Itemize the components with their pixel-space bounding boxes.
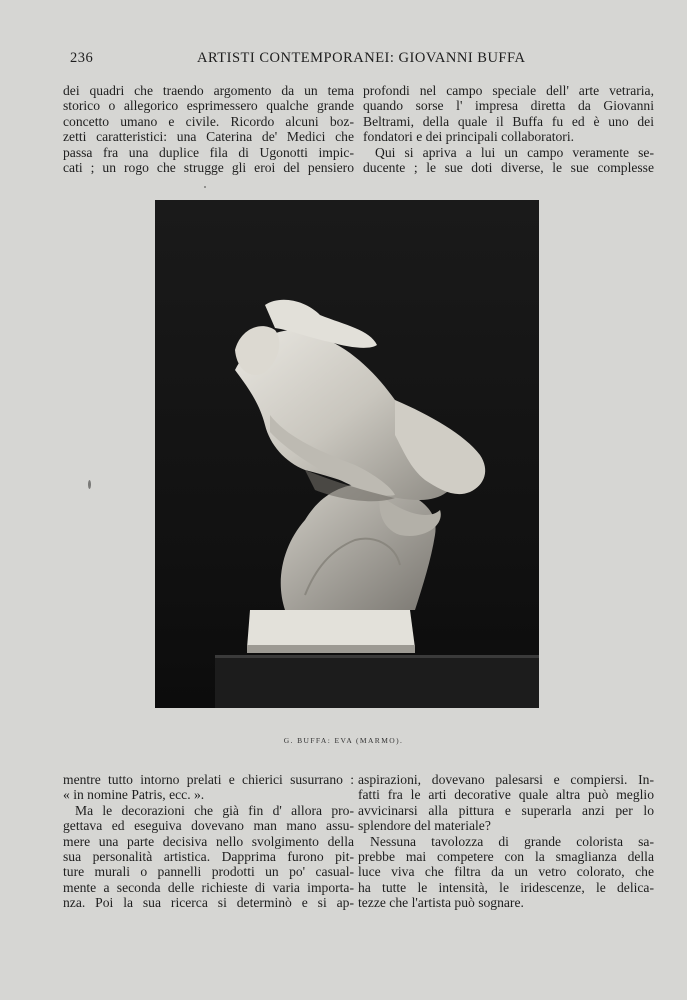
text-line: sua personalità artistica. Dapprima furono pit- [63, 849, 354, 865]
text-line: Ma le decorazioni che già fin d' allora pro- [75, 802, 354, 818]
paper-speck [88, 480, 91, 489]
text-line: luce viva che filtra da un vetro colorato, che [358, 864, 654, 880]
column-bottom-left [63, 772, 354, 911]
text-line: mere una parte decisiva nello svolgimento della [63, 833, 354, 849]
text-line: gettava ed eseguiva dovevano man mano assu- [63, 818, 354, 834]
column-top-left [63, 83, 354, 175]
text-line: profondi nel campo speciale dell' arte vetraria, [363, 83, 654, 98]
text-line: tezze che l'artista può sognare. [358, 895, 524, 911]
text-line: storico o allegorico esprimessero qualche grande [63, 98, 354, 114]
text-line: quando sorse l' impresa diretta da Giovanni [363, 98, 654, 114]
text-line: Beltrami, della quale il Buffa fu ed è uno dei [363, 113, 654, 129]
text-line: prebbe mai competere con la smaglianza della [358, 849, 654, 865]
sculpture-photograph [155, 200, 539, 708]
text-line: dei quadri che traendo argomento da un tema [63, 83, 354, 98]
text-line: nza. Poi la sua ricerca si determinò e si ap- [63, 895, 354, 911]
column-top-right [363, 83, 654, 175]
text-line: cati ; un rogo che strugge gli eroi del pensiero [63, 160, 354, 176]
text-line: avvicinarsi alla pittura e superarla anzi per lo [358, 802, 654, 818]
text-line: mentre tutto intorno prelati e chierici susurrano : [63, 772, 354, 787]
text-line: concetto umano e civile. Ricordo alcuni boz- [63, 113, 354, 129]
text-line: Nessuna tavolozza di grande colorista sa- [370, 833, 654, 849]
text-line: passa fra una duplice fila di Ugonotti impic- [63, 144, 354, 160]
sculpture-illustration [155, 200, 539, 708]
paper-speck [204, 186, 206, 188]
text-line: splendore del materiale? [358, 818, 491, 834]
column-bottom-right [358, 772, 654, 911]
text-line: ha tutte le intensità, le iridescenze, le delica- [358, 879, 654, 895]
page-number: 236 [70, 50, 94, 66]
text-line: fatti fra le arti decorative quale altra può meglio [358, 787, 654, 803]
page-header [70, 50, 550, 72]
text-line: ducente ; le sue doti diverse, le sue complesse [363, 160, 654, 176]
text-line: Qui si apriva a lui un campo veramente se- [375, 144, 654, 160]
text-line: ture murali o pannelli prodotti un po' casual- [63, 864, 354, 880]
running-head: ARTISTI CONTEMPORANEI: GIOVANNI BUFFA [197, 50, 526, 66]
text-line: aspirazioni, dovevano palesarsi e compiersi. In- [358, 772, 654, 787]
text-line: « in nomine Patris, ecc. ». [63, 787, 205, 803]
figure-caption: G. BUFFA: EVA (MARMO). [283, 736, 404, 745]
text-line: mente a seconda delle richieste di varia importa- [63, 879, 354, 895]
text-line: fondatori e dei principali collaboratori. [363, 129, 575, 145]
text-line: zetti caratteristici: una Caterina de' Medici che [63, 129, 354, 145]
